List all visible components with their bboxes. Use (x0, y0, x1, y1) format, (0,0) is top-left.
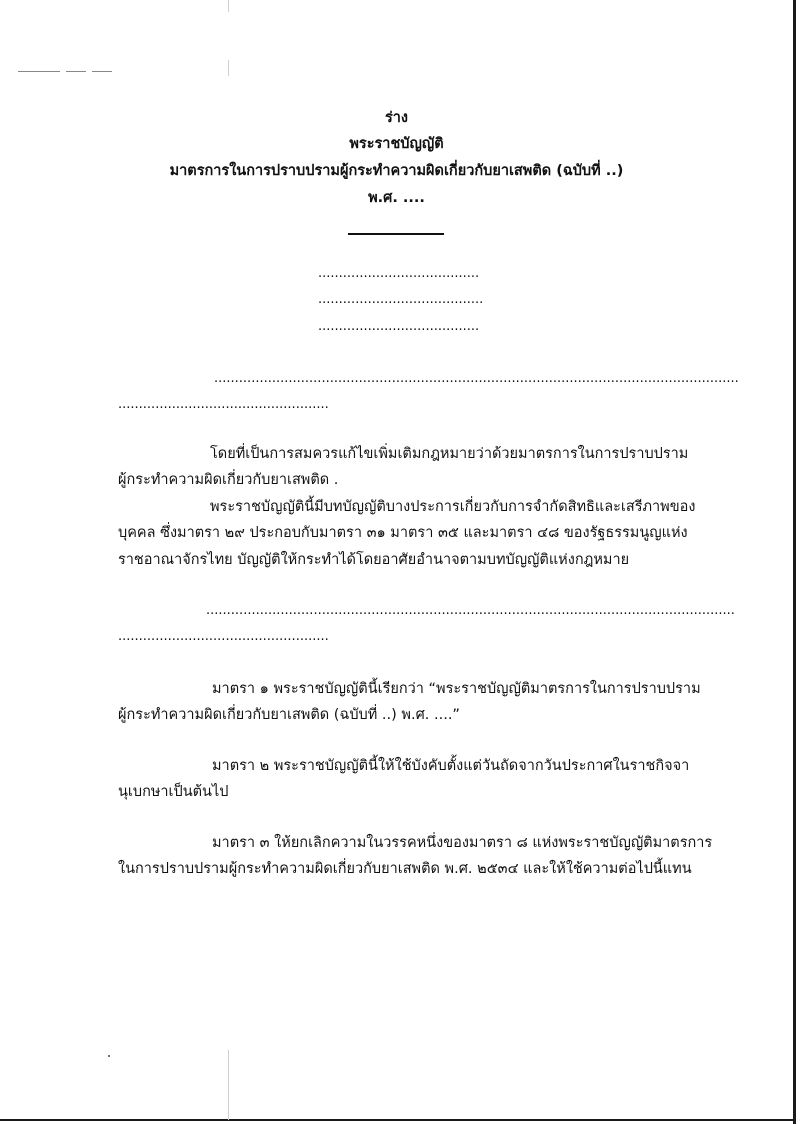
constitution-note-text: บุคคล ซึ่งมาตรา ๒๙ ประกอบกับมาตรา ๓๑ มาตรา ๓๕ และมาตรา ๔๘ ของรัฐธรรมนูญแห่ง (118, 525, 688, 541)
preamble-placeholder-line: ................................................... (118, 397, 329, 412)
section-2-text: นุเบกษาเป็นต้นไป (118, 784, 229, 800)
scan-speck (108, 1055, 110, 1057)
act-label: พระราชบัญญัติ (349, 136, 444, 152)
placeholder-line: ....................................... (318, 266, 480, 281)
scan-mark (66, 71, 86, 72)
constitution-note-text: ราชอาณาจักรไทย บัญญัติให้กระทำได้โดยอาศัยอำนาจตามบทบัญญัติแห่งกฎหมาย (118, 552, 630, 568)
fold-line-bottom (228, 1050, 229, 1120)
section-2-text: มาตรา ๒ พระราชบัญญัตินี้ให้ใช้บังคับตั้งแต่วันถัดจากวันประกาศในราชกิจจา (212, 758, 690, 774)
year-line: พ.ศ. .... (368, 190, 425, 206)
section-3-text: มาตรา ๓ ให้ยกเลิกความในวรรคหนึ่งของมาตรา ๘ แห่งพระราชบัญญัติมาตรการ (212, 835, 713, 851)
scan-mark (18, 71, 60, 72)
scan-mark (92, 71, 112, 72)
fold-line-upper (228, 60, 229, 76)
section-3-text: ในการปราบปรามผู้กระทำความผิดเกี่ยวกับยาเสพติด พ.ศ. ๒๕๓๔ และให้ใช้ความต่อไปนี้แทน (118, 861, 692, 877)
recital-text: ผู้กระทำความผิดเกี่ยวกับยาเสพติด . (118, 472, 339, 488)
placeholder-line: ........................................ (318, 292, 484, 307)
fold-line-top (228, 0, 229, 12)
placeholder-line: ....................................... (318, 319, 480, 334)
enactment-placeholder-line: ................................................... (118, 629, 329, 644)
title-rule (348, 233, 444, 235)
page-border-bottom (0, 1119, 796, 1121)
act-title: มาตรการในการปราบปรามผู้กระทำความผิดเกี่ยวกับยาเสพติด (ฉบับที่ ..) (169, 163, 624, 179)
preamble-placeholder-line: ............................................................................................................................... (214, 371, 739, 386)
constitution-note-text: พระราชบัญญัตินี้มีบทบัญญัติบางประการเกี่ยวกับการจำกัดสิทธิและเสรีภาพของ (210, 499, 696, 515)
recital-text: โดยที่เป็นการสมควรแก้ไขเพิ่มเติมกฎหมายว่าด้วยมาตรการในการปราบปราม (210, 446, 689, 462)
section-1-text: มาตรา ๑ พระราชบัญญัตินี้เรียกว่า “พระราชบัญญัติมาตรการในการปราบปราม (212, 681, 701, 697)
draft-label: ร่าง (384, 110, 408, 126)
page-border-right (793, 0, 796, 1124)
section-1-text: ผู้กระทำความผิดเกี่ยวกับยาเสพติด (ฉบับที่ ..) พ.ศ. ....” (118, 707, 460, 723)
enactment-placeholder-line: ................................................................................................................................ (206, 603, 735, 618)
